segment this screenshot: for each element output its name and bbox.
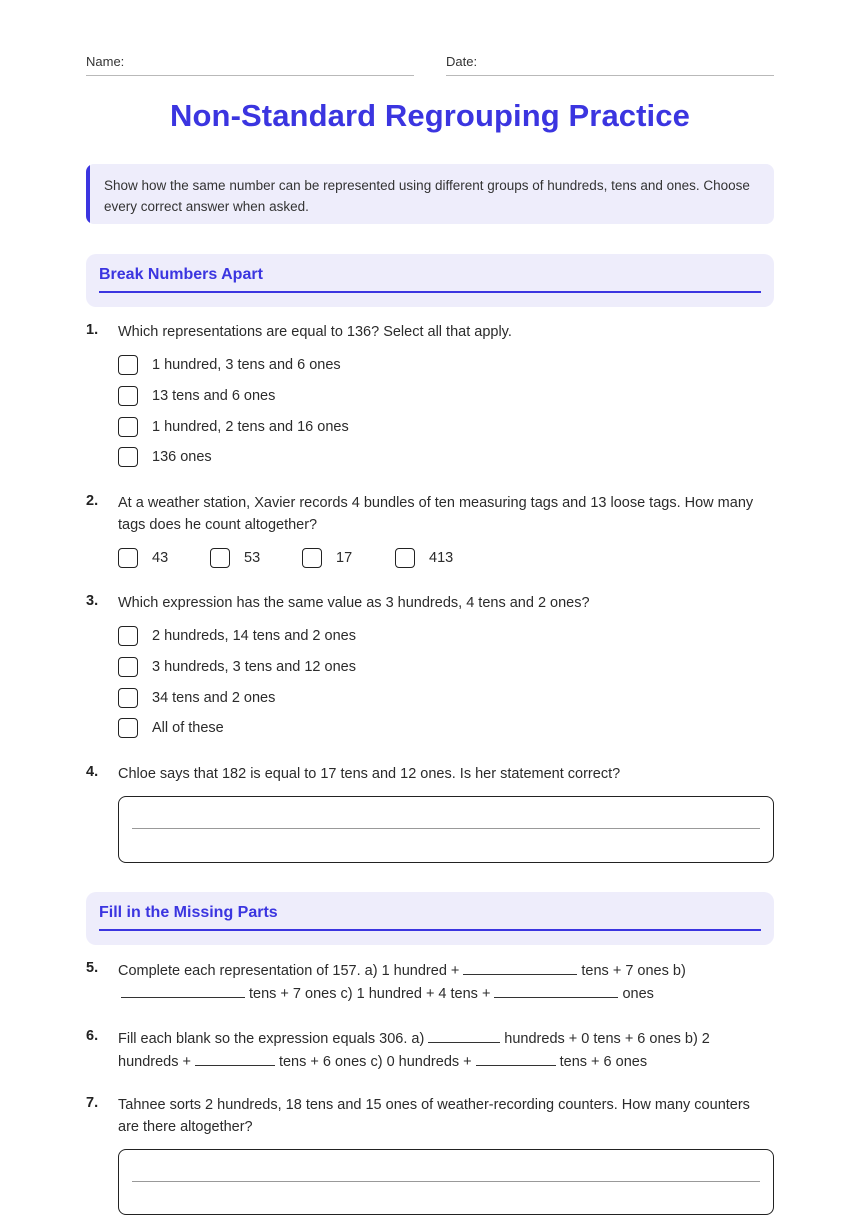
section-rule	[99, 291, 761, 293]
option-label: 1 hundred, 2 tens and 16 ones	[152, 419, 349, 435]
stem-text: Fill each blank so the expression equals 306. a)	[118, 1031, 425, 1047]
q5-blank-c[interactable]	[494, 983, 618, 998]
instructions-text: Show how the same number can be represented using different groups of hundreds, tens and ones. Choose every correct answer when asked.	[104, 178, 750, 214]
option-label: All of these	[152, 720, 224, 736]
question-stem: Which representations are equal to 136? Select all that apply.	[118, 324, 512, 340]
q5-blank-b[interactable]	[121, 983, 245, 998]
name-label: Name:	[86, 54, 125, 69]
question-number: 2.	[86, 493, 99, 509]
checkbox[interactable]	[118, 355, 138, 375]
question-number: 7.	[86, 1095, 99, 1111]
checkbox[interactable]	[118, 657, 138, 677]
option-label: 136 ones	[152, 449, 212, 465]
stem-text: tens + 7 ones b)	[581, 963, 686, 979]
question-number: 6.	[86, 1028, 99, 1044]
checkbox[interactable]	[118, 447, 138, 467]
question-stem: Tahnee sorts 2 hundreds, 18 tens and 15 ones of weather-recording counters. How many counters are there altogether?	[118, 1097, 750, 1135]
stem-text: Complete each representation of 157. a) 1 hundred +	[118, 963, 460, 979]
section-label: Fill in the Missing Parts	[99, 904, 278, 921]
instructions-accent-bar	[86, 164, 90, 224]
checkbox[interactable]	[118, 718, 138, 738]
option-label: 43	[152, 550, 169, 566]
checkbox[interactable]	[118, 548, 138, 568]
q5-blank-a[interactable]	[463, 960, 577, 975]
option-label: 13 tens and 6 ones	[152, 388, 276, 404]
checkbox[interactable]	[118, 417, 138, 437]
question-number: 1.	[86, 322, 99, 338]
name-field[interactable]	[86, 54, 414, 76]
q6-blank-a[interactable]	[428, 1028, 500, 1043]
answer-line	[132, 828, 760, 829]
date-label: Date:	[446, 54, 478, 69]
page-title: Non-Standard Regrouping Practice	[170, 98, 690, 133]
option-label: 413	[429, 550, 454, 566]
q6-blank-c[interactable]	[476, 1051, 556, 1066]
section-rule	[99, 929, 761, 931]
stem-text: tens + 6 ones c) 0 hundreds +	[278, 1053, 472, 1070]
checkbox[interactable]	[210, 548, 230, 568]
question-number: 4.	[86, 764, 99, 780]
stem-text: hundreds + 0 tens + 6 ones b) 2	[504, 1031, 710, 1047]
stem-text: tens + 6 ones	[559, 1053, 648, 1070]
instructions-box	[86, 164, 774, 224]
section-label: Break Numbers Apart	[99, 266, 263, 283]
option-label: 53	[244, 550, 261, 566]
question-stem: Chloe says that 182 is equal to 17 tens and 12 ones. Is her statement correct?	[118, 766, 621, 782]
checkbox[interactable]	[118, 386, 138, 406]
checkbox[interactable]	[118, 626, 138, 646]
option-label: 2 hundreds, 14 tens and 2 ones	[152, 628, 356, 644]
option-label: 17	[336, 550, 353, 566]
question-stem: At a weather station, Xavier records 4 bundles of ten measuring tags and 13 loose tags. How many tags does he count altogether?	[118, 495, 754, 533]
answer-line	[132, 1181, 760, 1182]
section-header-break-numbers-apart	[86, 254, 774, 307]
q6-blank-b[interactable]	[195, 1051, 275, 1066]
date-field[interactable]	[446, 54, 774, 76]
checkbox[interactable]	[302, 548, 322, 568]
checkbox[interactable]	[118, 688, 138, 708]
question-number: 3.	[86, 593, 99, 609]
stem-text: ones	[622, 985, 654, 1002]
q7-answer-box[interactable]	[118, 1149, 774, 1215]
q4-answer-box[interactable]	[118, 796, 774, 863]
option-label: 34 tens and 2 ones	[152, 690, 276, 706]
stem-text: hundreds +	[118, 1053, 191, 1070]
option-label: 3 hundreds, 3 tens and 12 ones	[152, 659, 356, 675]
question-stem	[118, 1028, 758, 1073]
question-stem: Which expression has the same value as 3 hundreds, 4 tens and 2 ones?	[118, 595, 590, 611]
option-label: 1 hundred, 3 tens and 6 ones	[152, 357, 341, 373]
checkbox[interactable]	[395, 548, 415, 568]
question-stem	[118, 960, 758, 1005]
section-header-fill-missing-parts	[86, 892, 774, 945]
stem-text: tens + 7 ones c) 1 hundred + 4 tens +	[249, 985, 491, 1002]
question-number: 5.	[86, 960, 99, 976]
